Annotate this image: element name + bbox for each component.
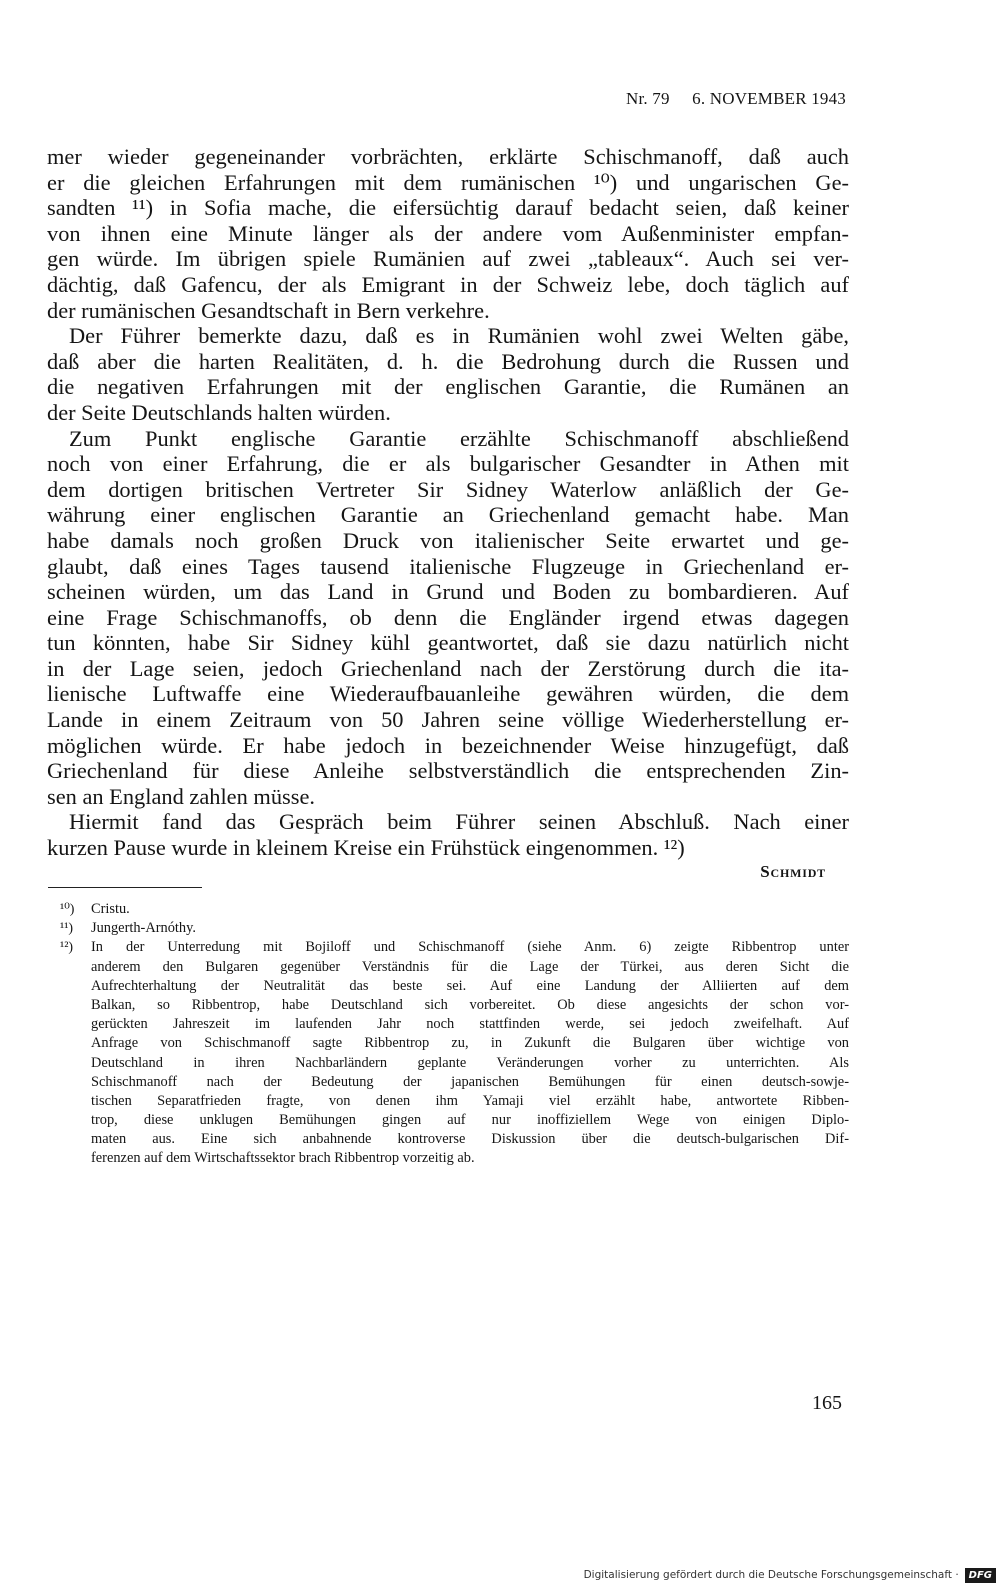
body-line: daß aber die harten Realitäten, d. h. die Bedrohung durch die Russen und <box>47 348 849 374</box>
body-line: Hiermit fand das Gespräch beim Führer seinen Abschluß. Nach einer <box>69 809 849 835</box>
footnotes <box>47 900 849 1169</box>
footnote-line: Anfrage von Schischmanoff sagte Ribbentrop zu, in Zukunft die Bulgaren über wichtige von <box>91 1035 849 1052</box>
footnote-line: trop, diese unklugen Bemühungen gingen auf nur inoffiziellem Wege von einigen Diplo- <box>91 1112 849 1129</box>
footnote-line: anderem den Bulgaren gegenüber Verständnis für die Lage der Türkei, aus deren Sicht die <box>91 958 849 975</box>
body-line: der rumänischen Gesandtschaft in Bern verkehre. <box>47 297 490 323</box>
body-line: Zum Punkt englische Garantie erzählte Schischmanoff abschließend <box>69 425 849 451</box>
body-line: währung einer englischen Garantie an Griechenland gemacht habe. Man <box>47 502 849 528</box>
footnote-line: tischen Separatfrieden fragte, von denen ihm Yamaji viel erzählt habe, antwortete Ribben- <box>91 1092 849 1109</box>
document-number: Nr. 79 <box>626 89 670 108</box>
body-line: gen würde. Im übrigen spiele Rumänien auf zwei „tableaux“. Auch sei ver- <box>47 246 849 272</box>
body-line: Der Führer bemerkte dazu, daß es in Rumänien wohl zwei Welten gäbe, <box>69 323 849 349</box>
body-line: lienische Luftwaffe eine Wiederaufbauanleihe gewähren würden, die dem <box>47 681 849 707</box>
footnote-marker: ¹⁰) <box>60 902 75 917</box>
footnote-marker: ¹¹) <box>60 921 74 937</box>
body-line: die negativen Erfahrungen mit der englischen Garantie, die Rumänen an <box>47 374 849 400</box>
page-number: 165 <box>812 1392 842 1414</box>
body-line: möglichen würde. Er habe jedoch in bezeichnender Weise hinzugefügt, daß <box>47 732 849 758</box>
footnote-line: Aufrechterhaltung der Neutralität das beste sei. Auf eine Landung der Alliierten auf dem <box>91 977 849 994</box>
footnote-line: Deutschland in ihren Nachbarländern geplante Veränderungen vorher zu unterrichten. Als <box>91 1054 849 1071</box>
footnote-line: ferenzen auf dem Wirtschaftssektor brach Ribbentrop vorzeitig ab. <box>91 1150 475 1167</box>
footnote-line: gerückten Jahreszeit im laufenden Jahr noch stattfinden werde, sei jedoch zweifelhaft. Auf <box>91 1016 849 1033</box>
footnote-line: Balkan, so Ribbentrop, habe Deutschland sich vorbereitet. Ob diese angesichts der schon vor- <box>91 996 849 1013</box>
body-line: dächtig, daß Gafencu, der als Emigrant in der Schweiz lebe, doch täglich auf <box>47 271 849 297</box>
footnote-line: Jungerth-Arnóthy. <box>91 920 196 937</box>
body-line: der Seite Deutschlands halten würden. <box>47 399 391 425</box>
footnote-line: Schischmanoff nach der Bedeutung der japanischen Bemühungen für einen deutsch-sowje- <box>91 1073 849 1090</box>
footnote-marker: ¹²) <box>60 940 74 956</box>
body-line: glaubt, daß eines Tages tausend italienische Flugzeuge in Griechenland er- <box>47 553 849 579</box>
body-line: scheinen würden, um das Land in Grund und Boden zu bombardieren. Auf <box>47 579 849 605</box>
body-line: kurzen Pause wurde in kleinem Kreise ein Frühstück eingenommen. ¹²) <box>47 835 685 861</box>
body-line: tun könnten, habe Sir Sidney kühl geantwortet, daß sie dazu natürlich nicht <box>47 630 849 656</box>
body-text <box>47 144 849 861</box>
dfg-logo-icon: DFG <box>965 1568 996 1583</box>
footnote <box>47 938 849 1168</box>
body-line: sen an England zahlen müsse. <box>47 783 315 809</box>
running-head <box>626 89 846 109</box>
body-line: sandten ¹¹) in Sofia mache, die eifersüchtig darauf bedacht seien, daß keiner <box>47 195 849 221</box>
body-line: eine Frage Schischmanoffs, ob denn die Engländer irgend etwas dagegen <box>47 604 849 630</box>
body-line: noch von einer Erfahrung, die er als bulgarischer Gesandter in Athen mit <box>47 451 849 477</box>
body-line: in der Lage seien, jedoch Griechenland nach der Zerstörung durch die ita- <box>47 655 849 681</box>
footnote <box>47 900 849 919</box>
body-line: von ihnen eine Minute länger als der andere vom Außenminister empfan- <box>47 220 849 246</box>
document-date: 6. NOVEMBER 1943 <box>692 89 846 108</box>
body-line: Griechenland für diese Anleihe selbstverständlich die entsprechenden Zin- <box>47 758 849 784</box>
footer-credit: Digitalisierung gefördert durch die Deutsche Forschungsgemeinschaft · <box>583 1569 959 1581</box>
footnote-line: Cristu. <box>91 901 130 917</box>
body-line: mer wieder gegeneinander vorbrächten, erklärte Schischmanoff, daß auch <box>47 144 849 169</box>
body-line: er die gleichen Erfahrungen mit dem rumänischen ¹⁰) und ungarischen Ge- <box>47 169 849 195</box>
signature: Schmidt <box>760 862 826 881</box>
body-line: Lande in einem Zeitraum von 50 Jahren seine völlige Wiederherstellung er- <box>47 707 849 733</box>
footnote-line: In der Unterredung mit Bojiloff und Schischmanoff (siehe Anm. 6) zeigte Ribbentrop unter <box>91 939 849 956</box>
footnote-line: maten aus. Eine sich anbahnende kontroverse Diskussion über die deutsch-bulgarischen Dif- <box>91 1131 849 1148</box>
body-line: dem dortigen britischen Vertreter Sir Sidney Waterlow anläßlich der Ge- <box>47 476 849 502</box>
digitization-footer <box>584 1564 1000 1586</box>
body-line: habe damals noch großen Druck von italienischer Seite erwartet und ge- <box>47 527 849 553</box>
footnote <box>47 919 849 938</box>
footnote-divider <box>48 887 202 888</box>
